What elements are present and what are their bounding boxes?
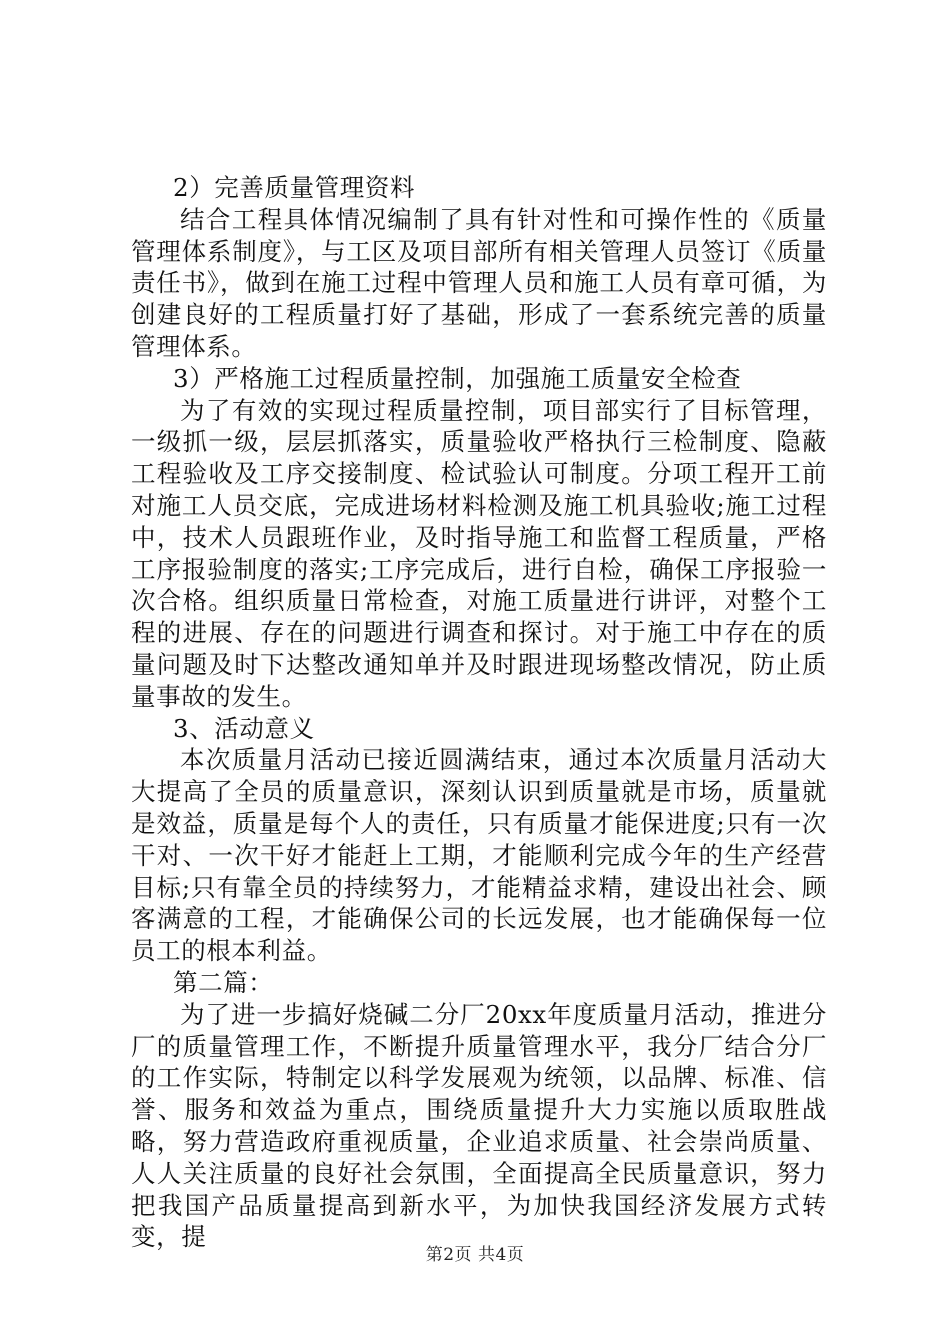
section-heading-activity-significance: 3、活动意义 xyxy=(173,713,315,743)
page-footer: 第2页 共4页 xyxy=(425,1245,525,1265)
paragraph-process-control: 为了有效的实现过程质量控制，项目部实行了目标管理，一级抓一级，层层抓落实，质量验收严格执行三检制度、隐蔽工程验收及工序交接制度、检试验认可制度。分项工程开工前对施工人员交底，完成进场材料检测及施工机具验收;施工过程中，技术人员跟班作业，及时指导施工和监督工程质量，严格工序报验制度的落实;工序完成后，进行自检，确保工序报验一次合格。组织质量日常检查，对施工质量进行讲评，对整个工程的进展、存在的问题进行调查和探讨。对于施工中存在的质量问题及时下达整改通知单并及时跟进现场整改情况，防止质量事故的发生。 xyxy=(131,395,827,711)
paragraph-quality-system: 结合工程具体情况编制了具有针对性和可操作性的《质量管理体系制度》，与工区及项目部所有相关管理人员签订《质量责任书》，做到在施工过程中管理人员和施工人员有章可循，为创建良好的工程质量打好了基础，形成了一套系统完善的质量管理体系。 xyxy=(131,204,827,361)
paragraph-activity-significance: 本次质量月活动已接近圆满结束，通过本次质量月活动大大提高了全员的质量意识，深刻认识到质量就是市场，质量就是效益，质量是每个人的责任，只有质量才能保进度;只有一次干对、一次干好才能赶上工期，才能顺利完成今年的生产经营目标;只有靠全员的持续努力，才能精益求精，建设出社会、顾客满意的工程，才能确保公司的长远发展，也才能确保每一位员工的根本利益。 xyxy=(131,745,827,966)
section-heading-part-two: 第二篇： xyxy=(173,967,274,997)
document-body xyxy=(131,172,827,1253)
section-heading-improve-docs: 2）完善质量管理资料 xyxy=(173,173,416,202)
section-heading-process-control: 3）严格施工过程质量控制，加强施工质量安全检查 xyxy=(173,363,742,393)
paragraph-part-two-intro: 为了进一步搞好烧碱二分厂20xx年度质量月活动，推进分厂的质量管理工作，不断提升质量管理水平，我分厂结合分厂的工作实际，特制定以科学发展观为统领，以品牌、标准、信誉、服务和效益为重点，围绕质量提升大力实施以质取胜战略，努力营造政府重视质量，企业追求质量、社会崇尚质量、人人关注质量的良好社会氛围，全面提高全民质量意识，努力把我国产品质量提高到新水平，为加快我国经济发展方式转变，提 xyxy=(131,999,827,1252)
